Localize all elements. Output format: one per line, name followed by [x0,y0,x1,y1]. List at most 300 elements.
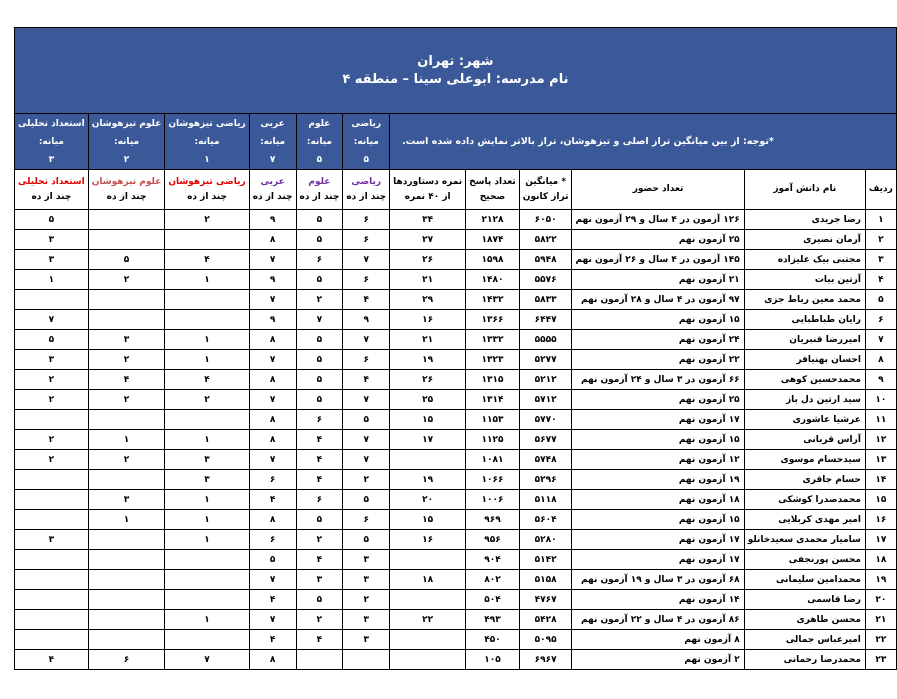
header-arabi [249,170,296,210]
riazi-value: ۶ [343,230,390,250]
riazi-value: ۳ [343,630,390,650]
score-value: ۳۴ [390,210,466,230]
estedad-value: ۲ [15,430,89,450]
arabi-value: ۸ [249,510,296,530]
oloum-value: ۴ [296,450,343,470]
avg-riazi-name: ریاضی [351,118,382,129]
attendance: ۱۴ آزمون نهم [572,590,744,610]
header-correct [466,170,520,210]
correct-count: ۵۰۴ [466,590,520,610]
taraz-value: ۵۸۲۲ [519,230,572,250]
student-name: محسن طاهری [744,610,865,630]
score-value: ۱۷ [390,430,466,450]
riazi-value: ۶ [343,350,390,370]
header-score [390,170,466,210]
header-taraz [519,170,572,210]
oloum-tiz-value [88,530,165,550]
score-value: ۱۶ [390,310,466,330]
attendance: ۸۶ آزمون در ۴ سال و ۲۲ آزمون نهم [572,610,744,630]
riazi-tiz-value [165,570,249,590]
riazi-value: ۴ [343,370,390,390]
table-row [15,310,897,330]
attendance: ۲۱ آزمون نهم [572,270,744,290]
estedad-value [15,470,89,490]
table-row [15,390,897,410]
attendance: ۱۵ آزمون نهم [572,510,744,530]
header-correct-line2: صحیح [479,191,506,202]
row-number: ۱۷ [865,530,896,550]
score-value: ۱۶ [390,530,466,550]
taraz-value: ۶۹۶۷ [519,650,572,670]
header-score-line2: از ۴۰ نمره [404,191,451,202]
student-name: عرشیا عاشوری [744,410,865,430]
score-value: ۲۰ [390,490,466,510]
oloum-value: ۴ [296,630,343,650]
correct-count: ۱۸۷۴ [466,230,520,250]
school-title: نام مدرسه: ابوعلی سینا – منطقه ۴ [342,71,569,87]
score-value: ۲۷ [390,230,466,250]
taraz-value: ۵۲۷۷ [519,350,572,370]
avg-arabi-name: عربی [260,118,285,129]
row-number: ۱۲ [865,430,896,450]
riazi-tiz-value: ۱ [165,610,249,630]
oloum-value: ۵ [296,270,343,290]
avg-oloum-tiz-label: میانه: [114,136,140,147]
estedad-value: ۷ [15,310,89,330]
riazi-tiz-value: ۲ [165,210,249,230]
arabi-value: ۶ [249,470,296,490]
attendance: ۱۷ آزمون نهم [572,530,744,550]
report-title [15,28,897,114]
oloum-value: ۴ [296,550,343,570]
oloum-tiz-value: ۵ [88,250,165,270]
oloum-tiz-value: ۲ [88,390,165,410]
taraz-value: ۶۴۴۷ [519,310,572,330]
arabi-value: ۸ [249,410,296,430]
score-value: ۲۱ [390,330,466,350]
student-name: محمدامین سلیمانی [744,570,865,590]
student-name: رضا جریدی [744,210,865,230]
correct-count: ۱۱۲۵ [466,430,520,450]
riazi-tiz-value: ۱ [165,490,249,510]
arabi-value: ۹ [249,270,296,290]
table-row [15,250,897,270]
attendance: ۱۲ آزمون نهم [572,450,744,470]
row-number: ۴ [865,270,896,290]
attendance: ۲۵ آزمون نهم [572,230,744,250]
header-attendance: تعداد حضور [572,170,744,210]
row-number: ۹ [865,370,896,390]
oloum-tiz-value [88,630,165,650]
riazi-value: ۹ [343,310,390,330]
avg-riazi-tiz-value: ۱ [204,154,210,165]
attendance: ۲۴ آزمون نهم [572,330,744,350]
taraz-value: ۵۲۹۶ [519,470,572,490]
student-name: امیررضا قنبریان [744,330,865,350]
oloum-value: ۵ [296,390,343,410]
row-number: ۳ [865,250,896,270]
header-score-line1: نمره دستاوردها [393,176,463,187]
arabi-value: ۷ [249,610,296,630]
header-oloum [296,170,343,210]
header-taraz-line1: * میانگین [525,176,567,187]
oloum-tiz-value [88,550,165,570]
correct-count: ۱۰۸۱ [466,450,520,470]
row-number: ۲۰ [865,590,896,610]
riazi-tiz-value: ۳ [165,470,249,490]
correct-count: ۱۴۳۲ [466,290,520,310]
arabi-value: ۷ [249,390,296,410]
taraz-value: ۵۲۱۲ [519,370,572,390]
arabi-value: ۷ [249,290,296,310]
riazi-value: ۶ [343,510,390,530]
attendance: ۱۵ آزمون نهم [572,310,744,330]
header-taraz-line2: تراز کانون [522,191,569,202]
attendance: ۱۵ آزمون نهم [572,430,744,450]
estedad-value [15,590,89,610]
riazi-value: ۲ [343,590,390,610]
arabi-value: ۴ [249,590,296,610]
row-number: ۲۱ [865,610,896,630]
table-row [15,530,897,550]
student-name: محمدصدرا کوشکی [744,490,865,510]
oloum-value: ۲ [296,290,343,310]
riazi-tiz-value [165,310,249,330]
oloum-value: ۵ [296,590,343,610]
avg-oloum-tiz [88,114,165,170]
taraz-value: ۵۴۲۸ [519,610,572,630]
score-value: ۱۸ [390,570,466,590]
avg-arabi-label: میانه: [260,136,286,147]
estedad-value [15,630,89,650]
riazi-value: ۴ [343,290,390,310]
row-number: ۵ [865,290,896,310]
riazi-tiz-value [165,630,249,650]
estedad-value: ۴ [15,650,89,670]
attendance: ۲۲ آزمون نهم [572,350,744,370]
row-number: ۱۴ [865,470,896,490]
student-name: محسن پورنجفی [744,550,865,570]
correct-count: ۹۵۶ [466,530,520,550]
attendance: ۹۷ آزمون در ۴ سال و ۲۸ آزمون نهم [572,290,744,310]
student-name: سیدحسام موسوی [744,450,865,470]
avg-riazi-tiz [165,114,249,170]
table-row [15,490,897,510]
header-estedad-label: استعداد تحلیلی [18,176,85,187]
riazi-tiz-value: ۱ [165,270,249,290]
oloum-tiz-value: ۴ [88,370,165,390]
avg-estedad-label: میانه: [38,136,64,147]
row-number: ۷ [865,330,896,350]
avg-riazi-value: ۵ [363,154,369,165]
riazi-value: ۵ [343,530,390,550]
estedad-value: ۳ [15,250,89,270]
table-row [15,430,897,450]
row-number: ۶ [865,310,896,330]
taraz-value: ۵۱۱۸ [519,490,572,510]
correct-count: ۱۳۱۵ [466,370,520,390]
riazi-value: ۲ [343,470,390,490]
row-number: ۱۰ [865,390,896,410]
oloum-value [296,650,343,670]
correct-count: ۱۱۵۳ [466,410,520,430]
header-correct-line1: تعداد پاسخ [469,176,516,187]
header-oloum-label: علوم [308,176,331,187]
avg-riazi [343,114,390,170]
table-row [15,650,897,670]
riazi-tiz-value: ۱ [165,350,249,370]
oloum-value: ۶ [296,490,343,510]
riazi-tiz-value [165,230,249,250]
row-number: ۲ [865,230,896,250]
arabi-value: ۴ [249,490,296,510]
table-row [15,230,897,250]
oloum-value: ۵ [296,370,343,390]
oloum-tiz-value [88,310,165,330]
attendance: ۸ آزمون نهم [572,630,744,650]
riazi-value: ۶ [343,270,390,290]
row-number: ۲۲ [865,630,896,650]
oloum-value: ۶ [296,410,343,430]
oloum-value: ۵ [296,330,343,350]
attendance: ۱۹ آزمون نهم [572,470,744,490]
table-row [15,510,897,530]
estedad-value [15,510,89,530]
oloum-tiz-value [88,570,165,590]
arabi-value: ۹ [249,310,296,330]
riazi-value: ۷ [343,330,390,350]
avg-estedad [15,114,89,170]
student-name: مجتبی بیک علیزاده [744,250,865,270]
riazi-value: ۷ [343,250,390,270]
header-arabi-sub: چند از ده [252,191,293,202]
riazi-tiz-value: ۳ [165,450,249,470]
taraz-value: ۵۵۷۶ [519,270,572,290]
header-arabi-label: عربی [260,176,285,187]
attendance: ۲ آزمون نهم [572,650,744,670]
riazi-value: ۶ [343,210,390,230]
attendance: ۱۸ آزمون نهم [572,490,744,510]
score-value: ۱۹ [390,470,466,490]
header-riazi-tiz [165,170,249,210]
avg-arabi [249,114,296,170]
riazi-value: ۳ [343,610,390,630]
header-name: نام دانش آموز [744,170,865,210]
taraz-value: ۵۰۹۵ [519,630,572,650]
score-value: ۲۵ [390,390,466,410]
table-row [15,630,897,650]
riazi-value: ۷ [343,450,390,470]
attendance: ۱۷ آزمون نهم [572,550,744,570]
correct-count: ۲۱۲۸ [466,210,520,230]
student-name: آراس قربانی [744,430,865,450]
student-name: سامیار محمدی سعیدخانلو [744,530,865,550]
taraz-value: ۵۷۴۸ [519,450,572,470]
oloum-tiz-value [88,230,165,250]
correct-count: ۱۳۶۶ [466,310,520,330]
riazi-tiz-value: ۱ [165,530,249,550]
estedad-value: ۳ [15,530,89,550]
avg-oloum [296,114,343,170]
estedad-value [15,490,89,510]
oloum-tiz-value [88,210,165,230]
table-row [15,470,897,490]
student-name: امیرعباس جمالی [744,630,865,650]
correct-count: ۴۹۳ [466,610,520,630]
row-number: ۱۳ [865,450,896,470]
score-value: ۱۹ [390,350,466,370]
avg-riazi-tiz-name: ریاضی تیزهوشان [168,118,246,129]
arabi-value: ۷ [249,570,296,590]
table-row [15,410,897,430]
arabi-value: ۸ [249,230,296,250]
avg-oloum-label: میانه: [306,136,332,147]
riazi-tiz-value: ۱ [165,430,249,450]
header-riazi-sub: چند از ده [346,191,387,202]
riazi-tiz-value: ۱ [165,330,249,350]
table-row [15,610,897,630]
estedad-value: ۳ [15,230,89,250]
oloum-value: ۷ [296,310,343,330]
table-row [15,370,897,390]
correct-count: ۱۰۰۶ [466,490,520,510]
oloum-value: ۵ [296,210,343,230]
score-value: ۲۱ [390,270,466,290]
arabi-value: ۴ [249,630,296,650]
student-name: محمدرضا رحمانی [744,650,865,670]
arabi-value: ۸ [249,650,296,670]
score-value [390,590,466,610]
riazi-tiz-value [165,590,249,610]
riazi-tiz-value: ۲ [165,390,249,410]
score-value: ۲۶ [390,370,466,390]
arabi-value: ۵ [249,550,296,570]
taraz-value: ۵۱۵۸ [519,570,572,590]
oloum-tiz-value: ۲ [88,350,165,370]
arabi-value: ۷ [249,450,296,470]
student-name: رایان طباطبایی [744,310,865,330]
taraz-value: ۵۲۸۰ [519,530,572,550]
oloum-tiz-value [88,610,165,630]
header-oloum-tiz-sub: چند از ده [106,191,147,202]
table-row [15,550,897,570]
taraz-value: ۵۷۱۲ [519,390,572,410]
estedad-value: ۵ [15,210,89,230]
riazi-value: ۳ [343,550,390,570]
taraz-value: ۵۷۷۰ [519,410,572,430]
score-value [390,630,466,650]
oloum-tiz-value: ۱ [88,430,165,450]
estedad-value [15,550,89,570]
oloum-value: ۶ [296,250,343,270]
arabi-value: ۶ [249,530,296,550]
avg-estedad-name: استعداد تحلیلی [18,118,85,129]
student-name: محمد معین رباط جزی [744,290,865,310]
oloum-value: ۲ [296,610,343,630]
attendance: ۲۵ آزمون نهم [572,390,744,410]
arabi-value: ۷ [249,250,296,270]
oloum-tiz-value: ۲ [88,450,165,470]
row-number: ۲۳ [865,650,896,670]
arabi-value: ۸ [249,330,296,350]
header-estedad-sub: چند از ده [31,191,72,202]
estedad-value: ۱ [15,270,89,290]
student-name: محمدحسین کوهی [744,370,865,390]
header-riazi [343,170,390,210]
estedad-value [15,410,89,430]
student-name: احسان بهنیافر [744,350,865,370]
table-row [15,210,897,230]
attendance: ۶۸ آزمون در ۳ سال و ۱۹ آزمون نهم [572,570,744,590]
correct-count: ۹۶۹ [466,510,520,530]
row-number: ۱۶ [865,510,896,530]
riazi-value: ۷ [343,430,390,450]
student-name: آرتین بیات [744,270,865,290]
oloum-value: ۴ [296,430,343,450]
riazi-tiz-value [165,550,249,570]
taraz-value: ۵۱۴۲ [519,550,572,570]
estedad-value: ۵ [15,330,89,350]
correct-count: ۱۳۲۳ [466,350,520,370]
avg-riazi-tiz-label: میانه: [194,136,220,147]
estedad-value [15,610,89,630]
taraz-value: ۵۹۴۸ [519,250,572,270]
row-number: ۸ [865,350,896,370]
oloum-tiz-value [88,290,165,310]
avg-oloum-tiz-value: ۲ [123,154,130,165]
riazi-value: ۵ [343,490,390,510]
oloum-value: ۴ [296,470,343,490]
estedad-value: ۲ [15,390,89,410]
correct-count: ۹۰۴ [466,550,520,570]
riazi-value: ۷ [343,390,390,410]
header-estedad [15,170,89,210]
score-value [390,550,466,570]
oloum-value: ۵ [296,510,343,530]
score-value: ۲۹ [390,290,466,310]
attendance: ۱۲۶ آزمون در ۴ سال و ۲۹ آزمون نهم [572,210,744,230]
student-rows [15,210,897,670]
score-value: ۱۵ [390,410,466,430]
attendance: ۱۷ آزمون نهم [572,410,744,430]
taraz-value: ۵۵۵۵ [519,330,572,350]
header-oloum-tiz [88,170,165,210]
score-value: ۲۲ [390,610,466,630]
student-name: سید ارتین دل باز [744,390,865,410]
oloum-value: ۲ [296,530,343,550]
table-row [15,590,897,610]
row-number: ۱۹ [865,570,896,590]
correct-count: ۱۳۳۲ [466,330,520,350]
oloum-value: ۳ [296,570,343,590]
city-title: شهر: تهران [417,53,494,69]
riazi-tiz-value: ۷ [165,650,249,670]
avg-riazi-label: میانه: [353,136,379,147]
correct-count: ۸۰۲ [466,570,520,590]
header-riazi-tiz-sub: چند از ده [187,191,227,202]
row-number: ۱۸ [865,550,896,570]
taraz-value: ۵۶۰۴ [519,510,572,530]
row-number: ۱۱ [865,410,896,430]
correct-count: ۱۵۹۸ [466,250,520,270]
arabi-value: ۹ [249,210,296,230]
estedad-value [15,290,89,310]
header-riazi-label: ریاضی [351,176,382,187]
riazi-tiz-value [165,410,249,430]
student-name: امیر مهدی کربلایی [744,510,865,530]
header-radif: ردیف [865,170,896,210]
attendance: ۶۶ آزمون در ۳ سال و ۲۴ آزمون نهم [572,370,744,390]
